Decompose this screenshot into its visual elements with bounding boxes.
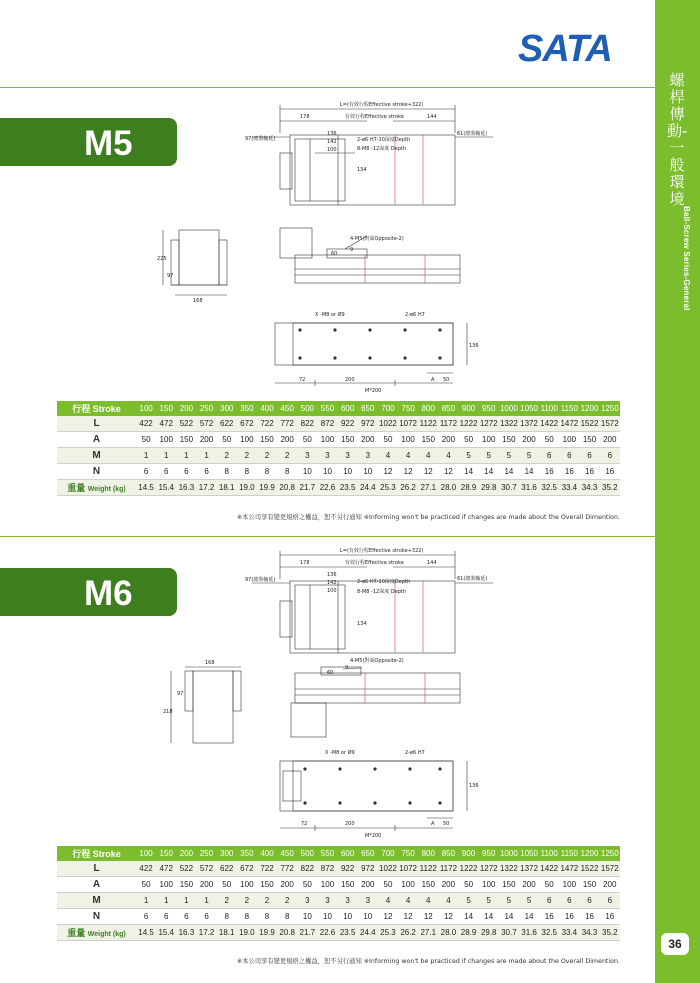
dim-61: 61(總裝軸延) <box>457 131 488 137</box>
table-row-a: A 50 100 150 200 50 100 150 200 50 100 150 200 50 100 150 200 50 100 150 200 50 100 150 200 <box>57 877 620 893</box>
dim-9: 9 <box>350 247 354 253</box>
dowel-spec: 2-ø6 H7-10深度Depth <box>357 137 411 143</box>
dim-l-formula: L=(有效行程Effective stroke+322) <box>340 102 424 108</box>
dim-m200: M*200 <box>365 388 382 394</box>
dim-50: 50 <box>443 377 450 383</box>
dim-97: 97(總裝軸延) <box>245 136 276 142</box>
sidebar-title-cn: 螺桿傳動-一般環境 <box>667 71 688 208</box>
dim-97b: 97 <box>167 273 174 279</box>
dim-60: 60 <box>331 251 338 257</box>
dowel-spec: 2-ø6 H7-10深度Depth <box>357 579 411 585</box>
model-tab-m6 <box>0 568 177 616</box>
dim-200: 200 <box>345 821 355 827</box>
model-title: M6 <box>84 574 133 613</box>
table-row-l: L 422 472 522 572 622 672 722 772 822 872 922 972 1022 1072 1122 1172 1222 1272 1322 1372 1422 1472 1522 1572 <box>57 416 620 432</box>
x-m8-spec: X -M8 or Ø9 <box>325 750 355 756</box>
sidebar-title-en: Ball-Screw Series-General <box>682 206 691 311</box>
m5-disclaimer-note: ※本公司享有變更規格之權益，恕不另行通知 ※Informing won't be practiced if changes are made about the Overall Dimention. <box>236 514 620 521</box>
dim-9: 9 <box>345 665 349 671</box>
dim-218: 218 <box>163 709 173 715</box>
table-row-m: M 1 1 1 1 2 2 2 2 3 3 3 3 4 4 4 4 5 5 5 5 6 6 6 6 <box>57 448 620 464</box>
dim-l-formula: L=(有效行程Effective stroke+322) <box>340 548 424 554</box>
dim-50: 50 <box>443 821 450 827</box>
table-header-row: 行程 Stroke 100 150 200 250 300 350 400 450 500 550 600 650 700 750 800 850 900 950 1000 1050 1100 1150 1200 1250 <box>57 401 620 416</box>
dim-60: 60 <box>327 670 334 676</box>
dim-effective-stroke: 有效行程Effective stroke <box>345 560 404 566</box>
table-row-weight: 重量 Weight (kg) 14.5 15.4 16.3 17.2 18.1 19.0 19.9 20.8 21.7 22.6 23.5 24.4 25.3 26.2 27.1 28.0 28.9 29.8 30.7 31.6 32.5 33.4 34.3 35.2 <box>57 925 620 941</box>
dim-168: 168 <box>193 298 203 304</box>
table-row-l: L 422 472 522 572 622 672 722 772 822 872 922 972 1022 1072 1122 1172 1222 1272 1322 1372 1422 1472 1522 1572 <box>57 861 620 877</box>
dim-200: 200 <box>345 377 355 383</box>
x-m8-spec: X -M8 or Ø9 <box>315 312 345 318</box>
dim-134: 134 <box>357 621 367 627</box>
dim-72: 72 <box>301 821 308 827</box>
table-row-a: A 50 100 150 200 50 100 150 200 50 100 150 200 50 100 150 200 50 100 150 200 50 100 150 200 <box>57 432 620 448</box>
dim-72: 72 <box>299 377 306 383</box>
table-row-n: N 6 6 6 6 8 8 8 8 10 10 10 10 12 12 12 12 14 14 14 14 16 16 16 16 <box>57 909 620 925</box>
dim-142: 142 <box>327 139 337 145</box>
dim-134: 134 <box>357 167 367 173</box>
m5-technical-drawing <box>155 95 495 397</box>
tap-spec: 8-M8 -12深度 Depth <box>357 146 407 152</box>
m6-disclaimer-note: ※本公司享有變更規格之權益，恕不另行通知 ※Informing won't be practiced if changes are made about the Overall Dimention. <box>236 958 620 965</box>
dim-97: 97(總裝軸延) <box>245 577 276 583</box>
m6-technical-drawing <box>155 543 495 843</box>
dim-168: 168 <box>205 660 215 666</box>
dim-136b: 136 <box>469 783 479 789</box>
dowel2-spec: 2-ø6 H7 <box>405 312 425 318</box>
brand-logo: SATA <box>518 28 612 70</box>
dim-a: A <box>431 821 435 827</box>
dim-144: 144 <box>427 114 437 120</box>
dim-178: 178 <box>300 560 310 566</box>
dim-97b: 97 <box>177 691 184 697</box>
dim-136b: 136 <box>469 343 479 349</box>
table-header-row: 行程 Stroke 100 150 200 250 300 350 400 450 500 550 600 650 700 750 800 850 900 950 1000 1050 1100 1150 1200 1250 <box>57 846 620 861</box>
tap-spec: 8-M8 -12深度 Depth <box>357 589 407 595</box>
model-tab-m5 <box>0 118 177 166</box>
m5-spec-table <box>57 401 620 496</box>
dim-144: 144 <box>427 560 437 566</box>
header-label: 行程 Stroke <box>57 846 136 861</box>
table-row-n: N 6 6 6 6 8 8 8 8 10 10 10 10 12 12 12 12 14 14 14 14 16 16 16 16 <box>57 464 620 480</box>
dim-142: 142 <box>327 580 337 586</box>
table-row-weight: 重量 Weight (kg) 14.5 15.4 16.3 17.2 18.1 19.0 19.9 20.8 21.7 22.6 23.5 24.4 25.3 26.2 27.1 28.0 28.9 29.8 30.7 31.6 32.5 33.4 34.3 35.2 <box>57 480 620 496</box>
side-tap-spec: 4-M5(對面Opposite-2) <box>350 236 404 242</box>
dim-effective-stroke: 有效行程Effective stroke <box>345 114 404 120</box>
model-title: M5 <box>84 124 133 163</box>
page-number: 36 <box>661 933 689 955</box>
dim-136: 136 <box>327 572 337 578</box>
dim-225: 225 <box>157 256 167 262</box>
m6-spec-table <box>57 846 620 941</box>
dim-m200: M*200 <box>365 833 382 839</box>
dim-61: 61(總裝軸延) <box>457 576 488 582</box>
dim-100: 100 <box>327 147 337 153</box>
dowel2-spec: 2-ø6 H7 <box>405 750 425 756</box>
dim-178: 178 <box>300 114 310 120</box>
table-row-m: M 1 1 1 1 2 2 2 2 3 3 3 3 4 4 4 4 5 5 5 5 6 6 6 6 <box>57 893 620 909</box>
section-divider-middle <box>0 536 655 537</box>
side-tap-spec: 4-M5(對面Opposite-2) <box>350 658 404 664</box>
dim-136: 136 <box>327 131 337 137</box>
header-label: 行程 Stroke <box>57 401 136 416</box>
dim-a: A <box>431 377 435 383</box>
dim-100: 100 <box>327 588 337 594</box>
section-divider-top <box>0 87 655 88</box>
